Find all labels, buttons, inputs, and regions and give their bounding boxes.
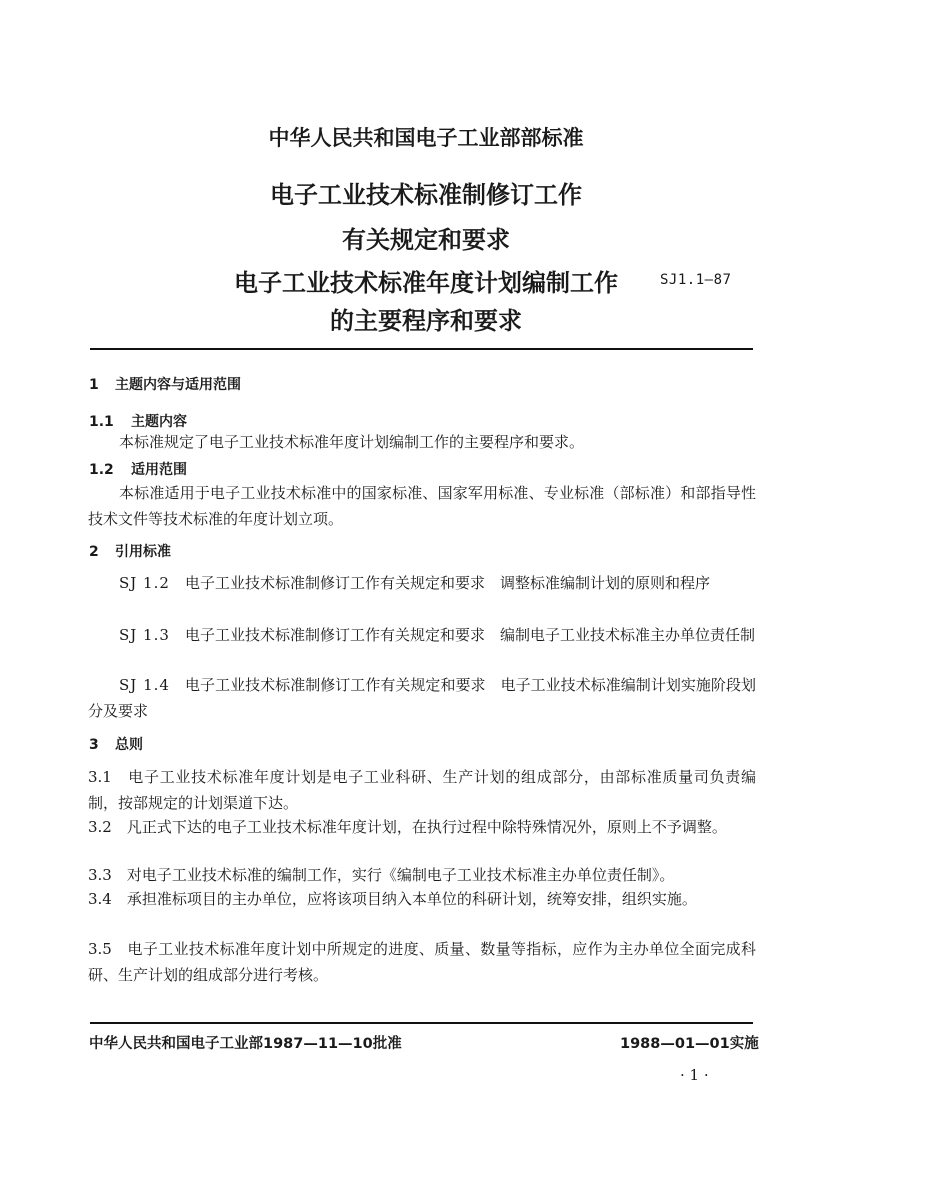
reference-item [88,622,756,648]
section-title: 适用范围 [131,462,187,478]
clause-text: 电子工业技术标准年度计划中所规定的进度、质量、数量等指标，应作为主办单位全面完成科研、生产计划的组成部分进行考核。 [88,940,756,984]
issuing-organization: 中华人民共和国电子工业部部标准 [268,126,584,150]
reference-text: 电子工业技术标准制修订工作有关规定和要求 电子工业技术标准编制计划实施阶段划分及要求 [88,676,756,720]
clause-3-4 [88,886,756,912]
footer-divider [90,1022,753,1024]
reference-text: 电子工业技术标准制修订工作有关规定和要求 编制电子工业技术标准主办单位责任制 [184,626,755,644]
section-title: 主题内容与适用范围 [115,377,241,393]
section-3-heading [89,734,143,754]
document-title-line-3: 电子工业技术标准年度计划编制工作 [234,269,618,297]
page-number: · 1 · [680,1066,709,1084]
clause-number: 3.3 [88,866,112,884]
clause-number: 3.4 [88,890,112,908]
section-1-heading [89,374,241,394]
section-number: 2 [89,544,99,560]
clause-number: 3.5 [88,940,112,958]
clause-text: 承担准标项目的主办单位，应将该项目纳入本单位的科研计划，统筹安排，组织实施。 [126,890,697,908]
reference-item [88,672,756,724]
clause-text: 对电子工业技术标准的编制工作，实行《编制电子工业技术标准主办单位责任制》。 [126,866,675,884]
reference-item [88,570,756,596]
clause-text: 电子工业技术标准年度计划是电子工业科研、生产计划的组成部分，由部标准质量司负责编制，按部规定的计划渠道下达。 [88,768,756,812]
section-2-heading [89,541,171,561]
clause-text: 凡正式下达的电子工业技术标准年度计划，在执行过程中除特殊情况外，原则上不予调整。 [126,818,727,836]
section-number: 1.2 [89,462,114,478]
clause-number: 3.1 [88,768,112,786]
section-title: 引用标准 [115,544,171,560]
clause-3-1 [88,764,756,816]
approval-statement: 中华人民共和国电子工业部1987—11—10批准 [89,1036,402,1052]
reference-code: SJ 1.3 [119,626,170,644]
section-1-1-text: 本标准规定了电子工业技术标准年度计划编制工作的主要程序和要求。 [119,433,585,451]
document-title-line-2: 有关规定和要求 [342,226,510,254]
standard-code: SJ1.1—87 [660,272,732,288]
section-title: 总则 [115,737,143,753]
reference-code: SJ 1.2 [119,574,170,592]
section-1-2-text: 本标准适用于电子工业技术标准中的国家标准、国家军用标准、专业标准（部标准）和部指导性技术文件等技术标准的年度计划立项。 [88,484,756,528]
clause-3-5 [88,936,756,988]
section-number: 1.1 [89,414,114,430]
clause-3-2 [88,814,756,840]
section-number: 3 [89,737,99,753]
section-1-2-heading [89,459,187,479]
document-title-line-4: 的主要程序和要求 [330,307,522,335]
header-divider [90,348,753,350]
reference-text: 电子工业技术标准制修订工作有关规定和要求 调整标准编制计划的原则和程序 [184,574,710,592]
reference-code: SJ 1.4 [119,676,170,694]
clause-number: 3.2 [88,818,112,836]
clause-3-3 [88,862,756,888]
section-title: 主题内容 [131,414,187,430]
effective-date: 1988—01—01实施 [620,1036,759,1052]
section-number: 1 [89,377,99,393]
document-title-line-1: 电子工业技术标准制修订工作 [270,181,582,209]
section-1-1-heading [89,411,187,431]
